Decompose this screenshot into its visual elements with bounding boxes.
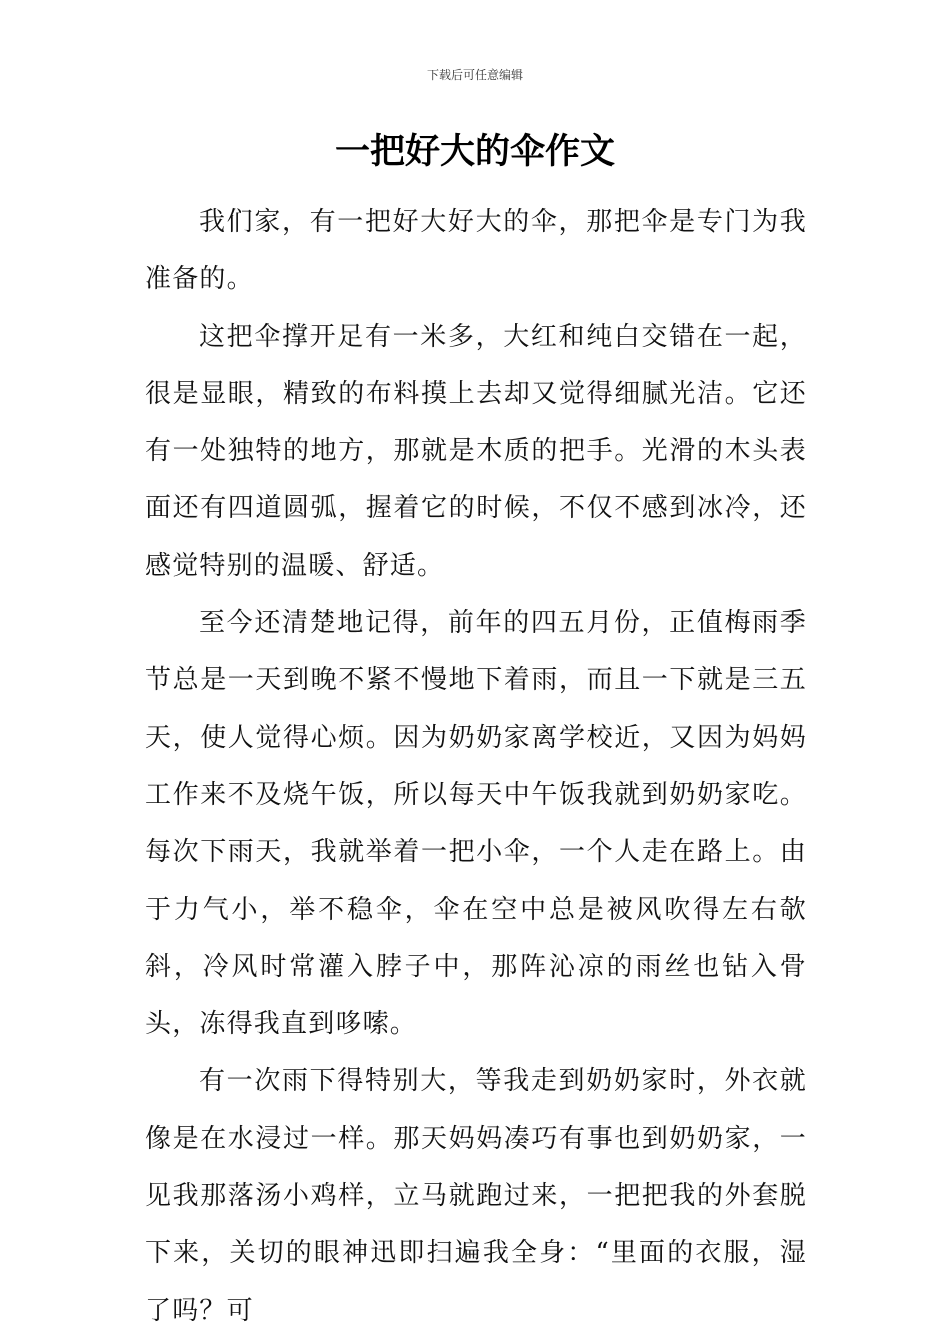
paragraph-3: 至今还清楚地记得，前年的四五月份，正值梅雨季节总是一天到晚不紧不慢地下着雨，而且一下就是三五天，使人觉得心烦。因为奶奶家离学校近，又因为妈妈工作来不及烧午饭，所以每天中午饭我就到奶奶家吃。每次下雨天，我就举着一把小伞，一个人走在路上。由于力气小，举不稳伞，伞在空中总是被风吹得左右欹斜，冷风时常灌入脖子中，那阵沁凉的雨丝也钻入骨头，冻得我直到哆嗦。 (145, 608, 807, 1040)
document-body (145, 194, 807, 1340)
paragraph-4: 有一次雨下得特别大，等我走到奶奶家时，外衣就像是在水浸过一样。那天妈妈凑巧有事也到奶奶家，一见我那落汤小鸡样，立马就跑过来，一把把我的外套脱下来，关切的眼神迅即扫遍我全身：“里面的衣服，湿了吗？可 (145, 1066, 807, 1326)
header-note: 下载后可任意编辑 (426, 68, 523, 82)
paragraph-2: 这把伞撑开足有一米多，大红和纯白交错在一起，很是显眼，精致的布料摸上去却又觉得细腻光洁。它还有一处独特的地方，那就是木质的把手。光滑的木头表面还有四道圆弧，握着它的时候，不仅不感到冰冷，还感觉特别的温暖、舒适。 (145, 321, 807, 581)
document-title: 一把好大的伞作文 (334, 132, 615, 172)
paragraph-1: 我们家，有一把好大好大的伞，那把伞是专门为我准备的。 (145, 207, 807, 295)
